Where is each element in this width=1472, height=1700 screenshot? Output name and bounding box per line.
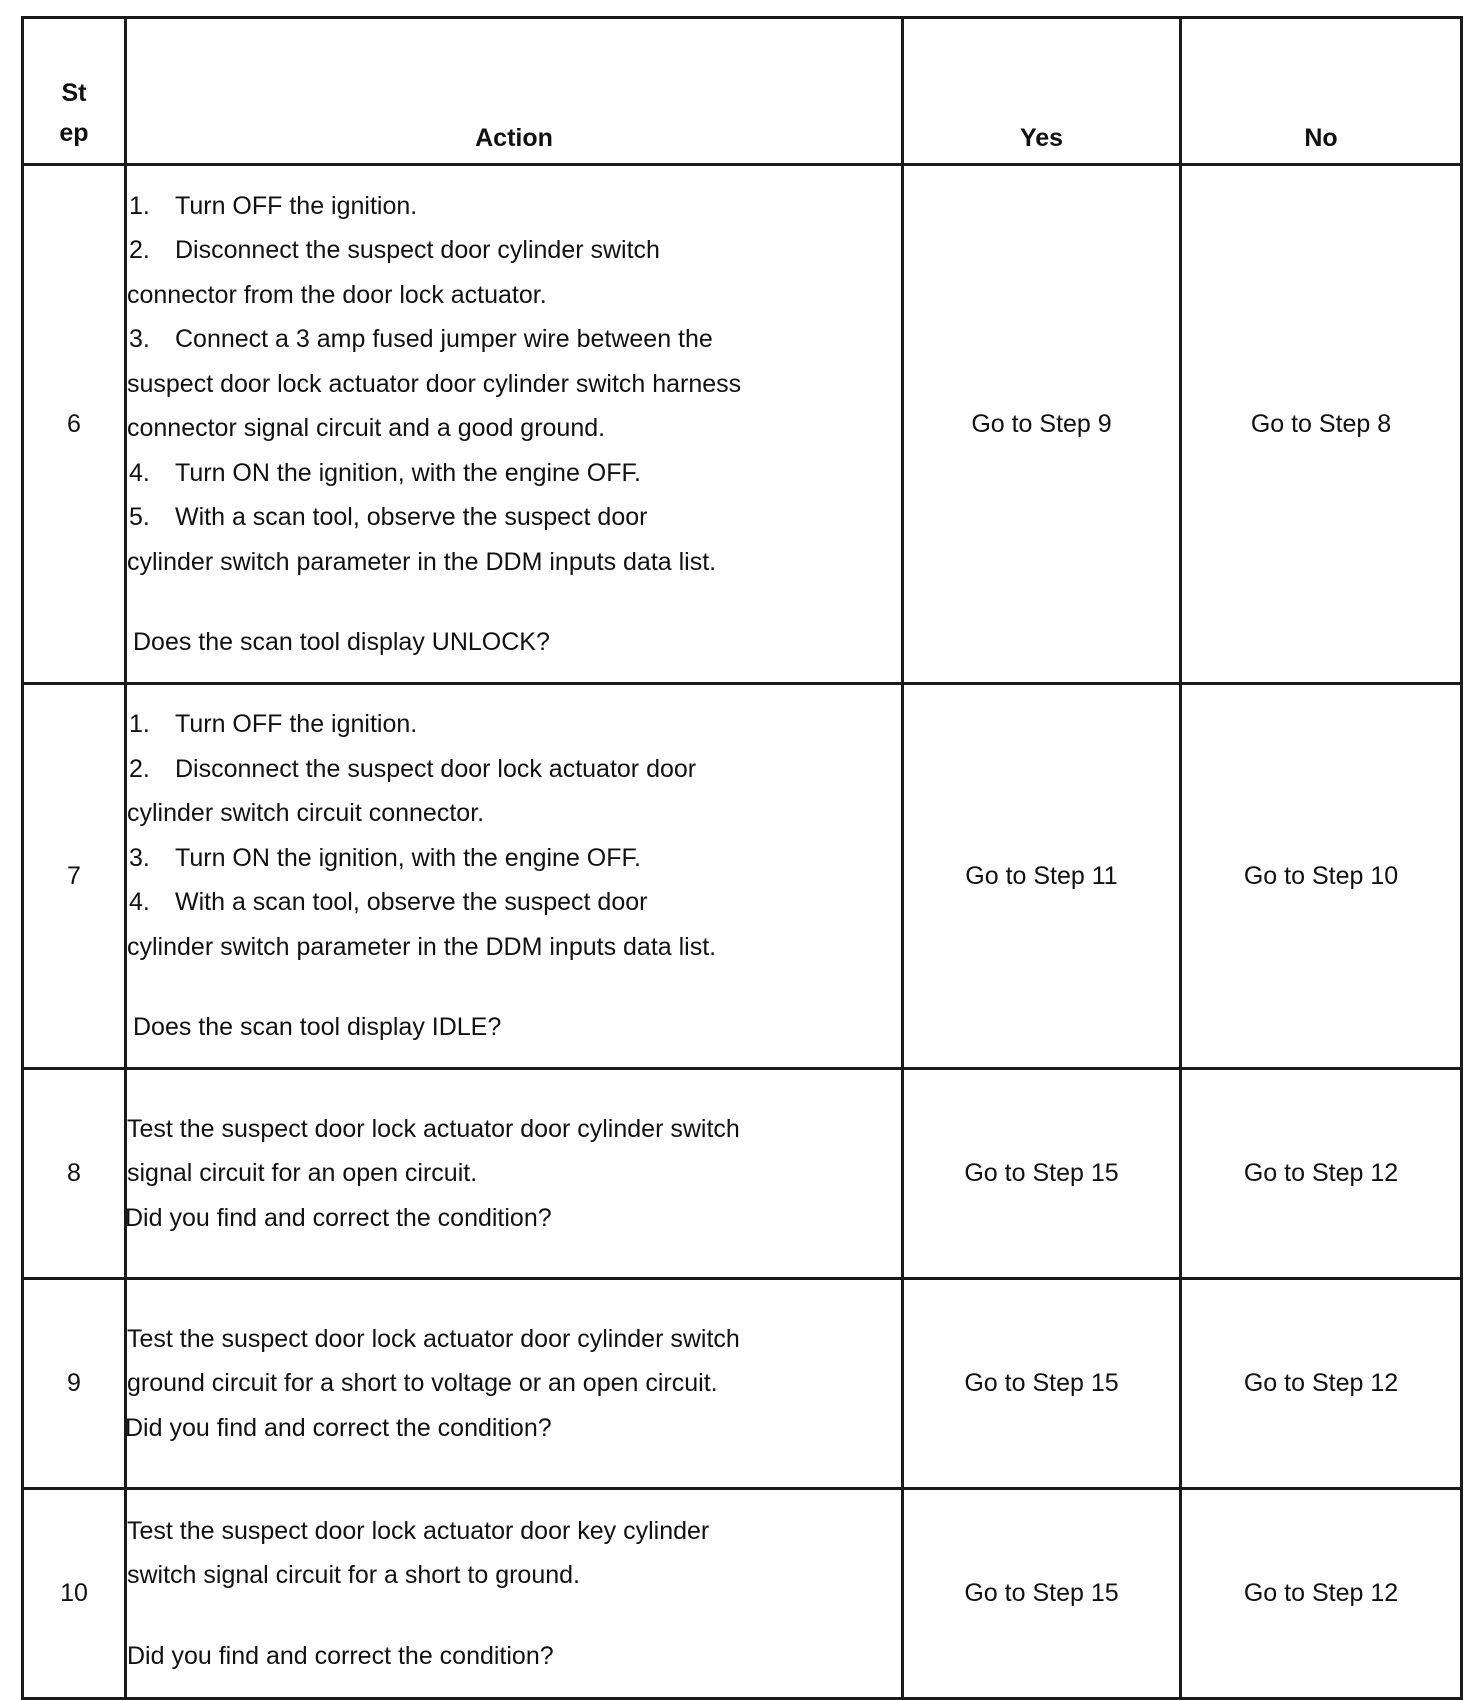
action-question: Did you find and correct the condition? xyxy=(125,1413,552,1442)
action-cell xyxy=(126,1069,903,1279)
no-result: Go to Step 12 xyxy=(1181,1069,1462,1279)
action-line: 1. Turn OFF the ignition. xyxy=(129,191,418,220)
action-line: Test the suspect door lock actuator door cylinder switch xyxy=(127,1324,740,1353)
action-question: Does the scan tool display IDLE? xyxy=(133,1013,502,1042)
action-line: 5. With a scan tool, observe the suspect door xyxy=(129,503,648,531)
step-header-line2: ep xyxy=(59,119,89,147)
table-row xyxy=(23,684,1462,1069)
step-number: 10 xyxy=(23,1489,126,1699)
action-line: signal circuit for an open circuit. xyxy=(127,1159,478,1188)
step-number: 9 xyxy=(23,1279,126,1489)
action-cell xyxy=(126,1489,903,1699)
action-line: 2. Disconnect the suspect door cylinder switch xyxy=(129,236,660,264)
action-line: switch signal circuit for a short to ground. xyxy=(127,1561,580,1590)
table-row xyxy=(23,1489,1462,1699)
step-header-line1: St xyxy=(61,79,87,107)
action-line: 3. Connect a 3 amp fused jumper wire between the xyxy=(129,325,713,353)
action-line: connector signal circuit and a good ground. xyxy=(127,414,606,442)
action-line: connector from the door lock actuator. xyxy=(127,280,547,309)
table-header-row xyxy=(23,18,1462,165)
yes-result: Go to Step 15 xyxy=(903,1489,1181,1699)
yes-result: Go to Step 9 xyxy=(903,165,1181,684)
no-result: Go to Step 8 xyxy=(1181,165,1462,684)
action-line: cylinder switch parameter in the DDM inputs data list. xyxy=(127,547,717,576)
table-row xyxy=(23,1069,1462,1279)
step-header xyxy=(23,18,126,165)
action-line: cylinder switch circuit connector. xyxy=(127,799,485,828)
no-result: Go to Step 10 xyxy=(1181,684,1462,1069)
action-question: Did you find and correct the condition? xyxy=(125,1203,552,1232)
action-line: 3. Turn ON the ignition, with the engine OFF. xyxy=(129,843,641,872)
table-row xyxy=(23,1279,1462,1489)
action-cell xyxy=(126,684,903,1069)
action-cell xyxy=(126,1279,903,1489)
action-line: 4. Turn ON the ignition, with the engine OFF. xyxy=(129,458,641,487)
step-number: 8 xyxy=(23,1069,126,1279)
table-row xyxy=(23,165,1462,684)
step-number: 7 xyxy=(23,684,126,1069)
yes-result: Go to Step 11 xyxy=(903,684,1181,1069)
action-line: suspect door lock actuator door cylinder switch harness xyxy=(127,369,742,398)
action-line: Test the suspect door lock actuator door cylinder switch xyxy=(127,1114,740,1143)
no-result: Go to Step 12 xyxy=(1181,1489,1462,1699)
action-cell xyxy=(126,165,903,684)
step-number: 6 xyxy=(23,165,126,684)
action-question: Did you find and correct the condition? xyxy=(127,1641,554,1670)
yes-result: Go to Step 15 xyxy=(903,1279,1181,1489)
action-line: ground circuit for a short to voltage or an open circuit. xyxy=(127,1369,718,1398)
action-line: 2. Disconnect the suspect door lock actuator door xyxy=(129,754,697,783)
yes-result: Go to Step 15 xyxy=(903,1069,1181,1279)
action-line: 1. Turn OFF the ignition. xyxy=(129,710,418,739)
action-line: cylinder switch parameter in the DDM inputs data list. xyxy=(127,932,717,961)
action-line: Test the suspect door lock actuator door key cylinder xyxy=(127,1516,710,1545)
action-header: Action xyxy=(126,18,903,165)
no-header: No xyxy=(1181,18,1462,165)
yes-header: Yes xyxy=(903,18,1181,165)
action-line: 4. With a scan tool, observe the suspect door xyxy=(129,888,648,917)
no-result: Go to Step 12 xyxy=(1181,1279,1462,1489)
diagnostic-table xyxy=(21,16,1463,1700)
action-question: Does the scan tool display UNLOCK? xyxy=(133,628,550,656)
